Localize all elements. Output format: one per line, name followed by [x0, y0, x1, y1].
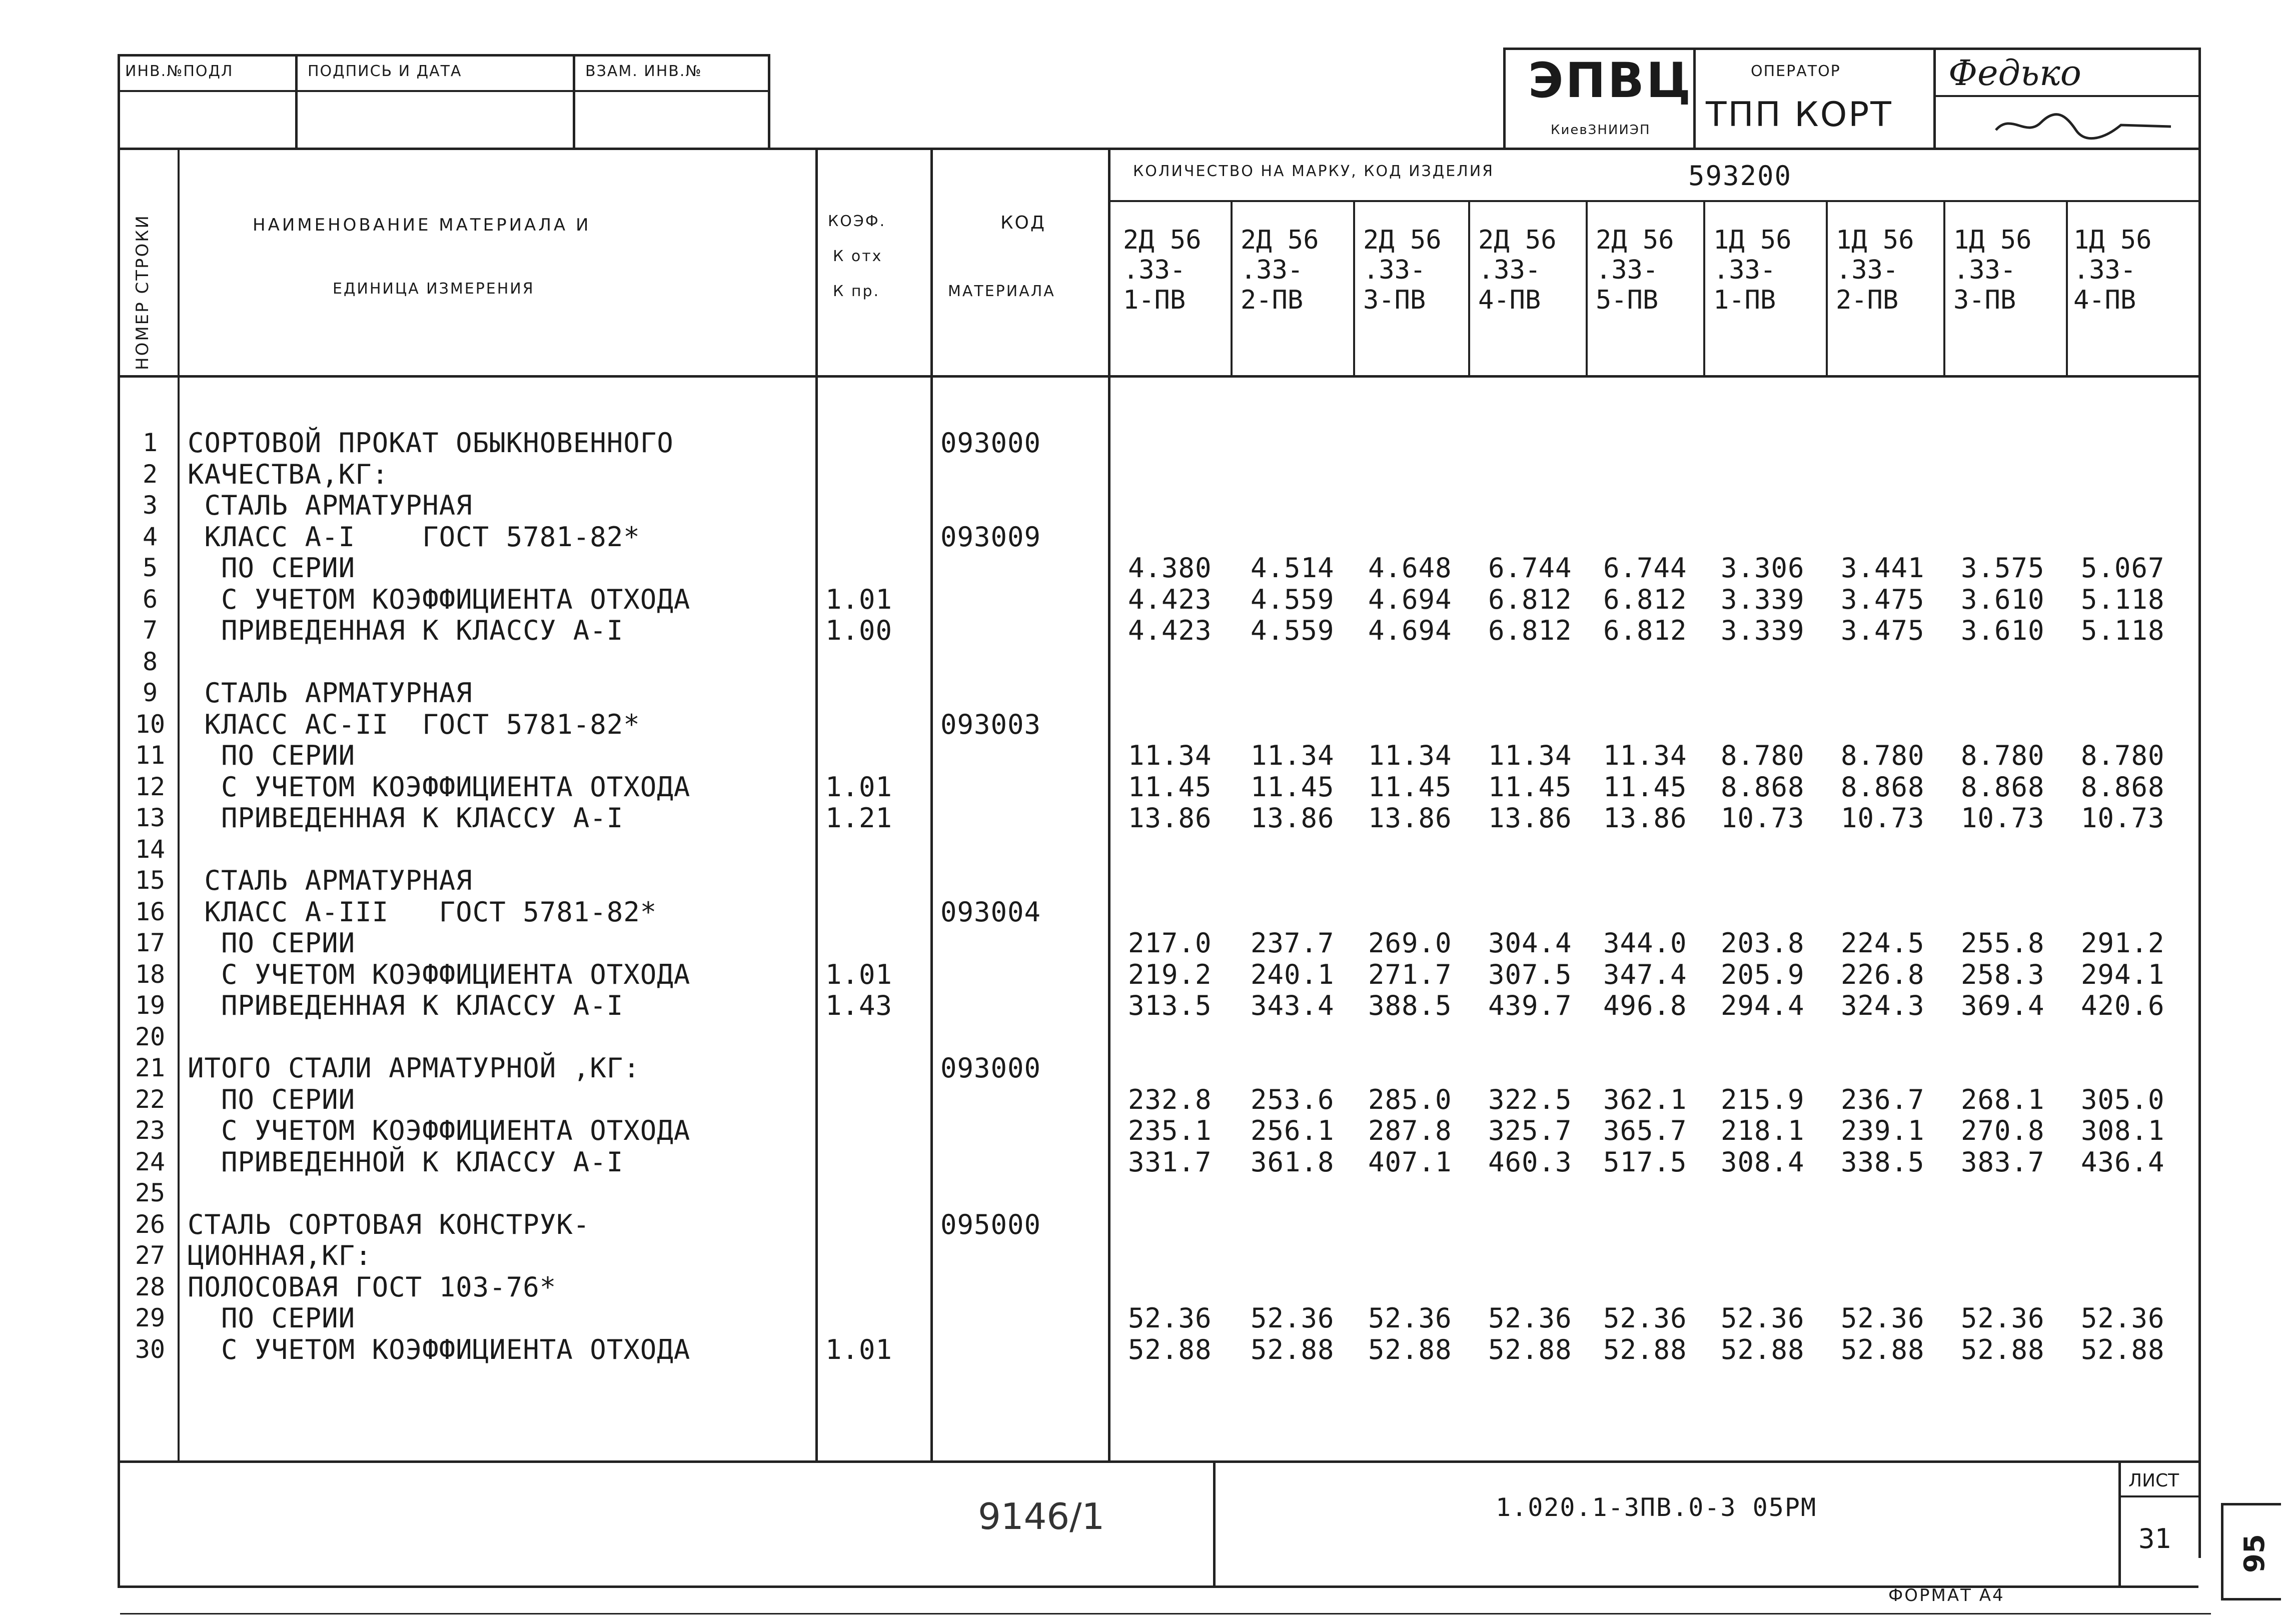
row-number: 7: [142, 616, 158, 645]
quantity-cell: 8.868: [2081, 771, 2165, 803]
row-number: 19: [135, 991, 166, 1020]
quantity-cell: 11.34: [1488, 740, 1572, 771]
mark-header-line: 2Д 56: [1241, 225, 1319, 255]
quantity-cell: 5.118: [2081, 583, 2165, 615]
coef-header-2: К отх: [833, 248, 883, 265]
quantity-cell: 11.34: [1251, 740, 1335, 771]
mark-header: [1596, 225, 1674, 315]
quantity-cell: 8.780: [1721, 740, 1805, 771]
material-name: ПРИВЕДЕННАЯ К КЛАССУ А-I: [188, 802, 624, 834]
material-name: СТАЛЬ АРМАТУРНАЯ: [188, 865, 473, 896]
material-name: ПО СЕРИИ: [188, 552, 356, 584]
row-number: 9: [142, 678, 158, 707]
material-name: ПРИВЕДЕННАЯ К КЛАССУ А-I: [188, 990, 624, 1021]
row-number: 30: [135, 1334, 166, 1364]
material-name: С УЧЕТОМ КОЭФФИЦИЕНТА ОТХОДА: [188, 1115, 691, 1146]
material-name: ПО СЕРИИ: [188, 927, 356, 959]
coef-value: 1.21: [825, 802, 893, 834]
quantity-cell: 3.475: [1841, 615, 1925, 646]
quantity-cell: 361.8: [1251, 1146, 1335, 1178]
quantity-cell: 11.45: [1488, 771, 1572, 803]
quantity-cell: 217.0: [1128, 927, 1212, 959]
row-number: 13: [135, 803, 166, 832]
quantity-cell: 407.1: [1368, 1146, 1452, 1178]
quantity-cell: 8.868: [1841, 771, 1925, 803]
mark-header: [1363, 225, 1442, 315]
material-name: КЛАСС А-III ГОСТ 5781-82*: [188, 896, 657, 928]
quantity-cell: 8.780: [2081, 740, 2165, 771]
designation: 1.020.1-3ПВ.0-3 05РМ: [1496, 1493, 1817, 1522]
mark-header-line: .33-: [1241, 255, 1304, 285]
quantity-cell: 52.36: [1488, 1302, 1572, 1334]
sheet-label: ЛИСТ: [2128, 1470, 2179, 1491]
row-number: 6: [142, 584, 158, 614]
quantity-cell: 240.1: [1251, 958, 1335, 990]
mark-header-line: 1-ПВ: [1123, 285, 1186, 315]
side-number: 95: [2238, 1534, 2271, 1573]
material-name: СТАЛЬ АРМАТУРНАЯ: [188, 677, 473, 709]
quantity-cell: 52.88: [1603, 1333, 1687, 1365]
mark-header-line: .33-: [1596, 255, 1659, 285]
mark-header: [2073, 225, 2152, 315]
quantity-cell: 253.6: [1251, 1083, 1335, 1115]
quantity-cell: 313.5: [1128, 990, 1212, 1021]
quantity-cell: 4.694: [1368, 615, 1452, 646]
material-name: ИТОГО СТАЛИ АРМАТУРНОЙ ,КГ:: [188, 1052, 640, 1084]
mark-header-line: 1Д 56: [1836, 225, 1914, 255]
quantity-cell: 6.812: [1603, 615, 1687, 646]
material-name: СТАЛЬ СОРТОВАЯ КОНСТРУК-: [188, 1208, 590, 1240]
mark-header: [1836, 225, 1914, 315]
quantity-cell: 271.7: [1368, 958, 1452, 990]
mark-header-line: .33-: [1953, 255, 2016, 285]
quantity-cell: 304.4: [1488, 927, 1572, 959]
mark-header: [1241, 225, 1319, 315]
stamp-inv-podl: ИНВ.№ПОДЛ: [125, 63, 234, 80]
quantity-cell: 13.86: [1488, 802, 1572, 834]
quantity-cell: 439.7: [1488, 990, 1572, 1021]
product-code: 593200: [1688, 160, 1792, 192]
quantity-cell: 52.88: [1841, 1333, 1925, 1365]
signature-name: Федько: [1948, 53, 2081, 94]
quantity-cell: 8.780: [1841, 740, 1925, 771]
quantity-cell: 287.8: [1368, 1115, 1452, 1146]
quantity-cell: 258.3: [1961, 958, 2045, 990]
quantity-cell: 308.1: [2081, 1115, 2165, 1146]
mark-header-line: 2Д 56: [1478, 225, 1557, 255]
quantity-cell: 343.4: [1251, 990, 1335, 1021]
mark-header-line: 1Д 56: [1713, 225, 1792, 255]
quantity-cell: 13.86: [1128, 802, 1212, 834]
mark-header-line: 2Д 56: [1123, 225, 1202, 255]
quantity-cell: 4.559: [1251, 583, 1335, 615]
quantity-cell: 322.5: [1488, 1083, 1572, 1115]
quantity-cell: 325.7: [1488, 1115, 1572, 1146]
row-number: 3: [142, 491, 158, 520]
row-number: 23: [135, 1116, 166, 1145]
quantity-cell: 13.86: [1368, 802, 1452, 834]
quantity-cell: 52.36: [1251, 1302, 1335, 1334]
quantity-cell: 3.610: [1961, 583, 2045, 615]
mark-header-line: 4-ПВ: [2073, 285, 2136, 315]
quantity-cell: 52.88: [1961, 1333, 2045, 1365]
material-code: 093004: [940, 896, 1041, 928]
quantity-cell: 285.0: [1368, 1083, 1452, 1115]
quantity-cell: 52.36: [1368, 1302, 1452, 1334]
code-header-1: КОД: [1000, 213, 1046, 233]
quantity-cell: 11.45: [1603, 771, 1687, 803]
quantity-cell: 369.4: [1961, 990, 2045, 1021]
material-name-header-1: НАИМЕНОВАНИЕ МАТЕРИАЛА И: [253, 215, 591, 235]
quantity-cell: 52.36: [1721, 1302, 1805, 1334]
quantity-cell: 294.1: [2081, 958, 2165, 990]
mark-header: [1123, 225, 1202, 315]
quantity-cell: 13.86: [1603, 802, 1687, 834]
row-number: 28: [135, 1272, 166, 1301]
material-name: С УЧЕТОМ КОЭФФИЦИЕНТА ОТХОДА: [188, 1333, 691, 1365]
material-name: ПРИВЕДЕННОЙ К КЛАССУ А-I: [188, 1146, 624, 1178]
quantity-cell: 344.0: [1603, 927, 1687, 959]
coef-header-3: К пр.: [833, 283, 880, 300]
quantity-cell: 235.1: [1128, 1115, 1212, 1146]
row-number: 20: [135, 1022, 166, 1051]
operator-value: ТПП КОРТ: [1706, 95, 1893, 135]
quantity-cell: 3.339: [1721, 583, 1805, 615]
coef-value: 1.00: [825, 615, 893, 646]
quantity-cell: 6.744: [1603, 552, 1687, 584]
quantity-cell: 291.2: [2081, 927, 2165, 959]
quantity-cell: 8.780: [1961, 740, 2045, 771]
row-number: 14: [135, 834, 166, 864]
mark-header-line: .33-: [1836, 255, 1899, 285]
quantity-cell: 305.0: [2081, 1083, 2165, 1115]
material-name: СОРТОВОЙ ПРОКАТ ОБЫКНОВЕННОГО: [188, 427, 674, 459]
quantity-cell: 4.648: [1368, 552, 1452, 584]
material-name: С УЧЕТОМ КОЭФФИЦИЕНТА ОТХОДА: [188, 771, 691, 803]
quantity-cell: 52.88: [1251, 1333, 1335, 1365]
quantity-cell: 517.5: [1603, 1146, 1687, 1178]
quantity-cell: 205.9: [1721, 958, 1805, 990]
row-number-header: НОМЕР СТРОКИ: [133, 214, 153, 370]
material-name: ПОЛОСОВАЯ ГОСТ 103-76*: [188, 1271, 557, 1303]
material-name: ПО СЕРИИ: [188, 1302, 356, 1334]
format-label: ФОРМАТ А4: [1888, 1585, 2005, 1605]
mark-header: [1713, 225, 1792, 315]
operator-label: ОПЕРАТОР: [1751, 63, 1841, 80]
quantity-cell: 3.610: [1961, 615, 2045, 646]
quantity-cell: 215.9: [1721, 1083, 1805, 1115]
quantity-cell: 4.694: [1368, 583, 1452, 615]
mark-header-line: 2Д 56: [1596, 225, 1674, 255]
coef-value: 1.43: [825, 990, 893, 1021]
row-number: 11: [135, 741, 166, 770]
mark-header-line: 5-ПВ: [1596, 285, 1659, 315]
quantity-cell: 496.8: [1603, 990, 1687, 1021]
material-name: ЦИОННАЯ,КГ:: [188, 1240, 372, 1271]
quantity-cell: 11.34: [1128, 740, 1212, 771]
doc-number: 9146/1: [978, 1495, 1105, 1537]
mark-header-line: 1-ПВ: [1713, 285, 1776, 315]
coef-value: 1.01: [825, 958, 893, 990]
mark-header-line: .33-: [1713, 255, 1776, 285]
quantity-cell: 294.4: [1721, 990, 1805, 1021]
quantity-cell: 232.8: [1128, 1083, 1212, 1115]
material-code: 093003: [940, 708, 1041, 740]
quantity-cell: 52.36: [1128, 1302, 1212, 1334]
quantity-cell: 10.73: [1721, 802, 1805, 834]
mark-header: [1478, 225, 1557, 315]
row-number: 22: [135, 1084, 166, 1114]
quantity-cell: 52.88: [1488, 1333, 1572, 1365]
mark-header-line: .33-: [1363, 255, 1426, 285]
quantity-cell: 307.5: [1488, 958, 1572, 990]
stamp-vzam-inv: ВЗАМ. ИНВ.№: [585, 63, 702, 80]
row-number: 2: [142, 459, 158, 489]
quantity-cell: 4.423: [1128, 583, 1212, 615]
quantity-cell: 6.812: [1488, 615, 1572, 646]
quantity-cell: 365.7: [1603, 1115, 1687, 1146]
coef-value: 1.01: [825, 1333, 893, 1365]
quantity-cell: 3.475: [1841, 583, 1925, 615]
material-name-header-2: ЕДИНИЦА ИЗМЕРЕНИЯ: [333, 280, 535, 298]
material-code: 093009: [940, 521, 1041, 553]
row-number: 8: [142, 647, 158, 676]
org-name: ЭПВЦ: [1528, 53, 1693, 109]
quantity-cell: 268.1: [1961, 1083, 2045, 1115]
row-number: 5: [142, 553, 158, 582]
quantity-cell: 237.7: [1251, 927, 1335, 959]
row-number: 21: [135, 1053, 166, 1082]
quantity-cell: 52.36: [1841, 1302, 1925, 1334]
quantity-cell: 6.744: [1488, 552, 1572, 584]
material-name: С УЧЕТОМ КОЭФФИЦИЕНТА ОТХОДА: [188, 583, 691, 615]
quantity-cell: 388.5: [1368, 990, 1452, 1021]
mark-header-line: 1Д 56: [2073, 225, 2152, 255]
material-name: КЛАСС А-I ГОСТ 5781-82*: [188, 521, 640, 553]
mark-header-line: 3-ПВ: [1953, 285, 2016, 315]
signature-scribble-icon: [1991, 108, 2181, 143]
quantity-cell: 11.34: [1368, 740, 1452, 771]
mark-header-line: 1Д 56: [1953, 225, 2032, 255]
quantity-cell: 4.423: [1128, 615, 1212, 646]
quantity-cell: 324.3: [1841, 990, 1925, 1021]
material-name: С УЧЕТОМ КОЭФФИЦИЕНТА ОТХОДА: [188, 958, 691, 990]
quantity-cell: 4.514: [1251, 552, 1335, 584]
row-number: 26: [135, 1209, 166, 1239]
quantity-cell: 52.88: [1368, 1333, 1452, 1365]
mark-header-line: 2-ПВ: [1241, 285, 1304, 315]
row-number: 12: [135, 772, 166, 801]
coef-value: 1.01: [825, 771, 893, 803]
quantity-cell: 6.812: [1603, 583, 1687, 615]
material-code: 093000: [940, 427, 1041, 459]
quantity-cell: 52.88: [2081, 1333, 2165, 1365]
quantity-cell: 236.7: [1841, 1083, 1925, 1115]
row-number: 24: [135, 1147, 166, 1176]
mark-header-line: 2-ПВ: [1836, 285, 1899, 315]
quantity-cell: 383.7: [1961, 1146, 2045, 1178]
material-code: 095000: [940, 1208, 1041, 1240]
quantity-cell: 203.8: [1721, 927, 1805, 959]
mark-header-line: 2Д 56: [1363, 225, 1442, 255]
coef-header-1: КОЭФ.: [828, 213, 886, 230]
org-subname: КиевЗНИИЭП: [1551, 123, 1651, 138]
quantity-cell: 226.8: [1841, 958, 1925, 990]
quantity-cell: 52.88: [1721, 1333, 1805, 1365]
mark-header: [1953, 225, 2032, 315]
quantity-cell: 52.36: [1961, 1302, 2045, 1334]
quantity-cell: 331.7: [1128, 1146, 1212, 1178]
quantity-cell: 5.118: [2081, 615, 2165, 646]
row-number: 17: [135, 928, 166, 957]
material-name: СТАЛЬ АРМАТУРНАЯ: [188, 490, 473, 521]
quantity-cell: 362.1: [1603, 1083, 1687, 1115]
material-code: 093000: [940, 1052, 1041, 1084]
mark-header-line: .33-: [1478, 255, 1541, 285]
quantity-cell: 347.4: [1603, 958, 1687, 990]
quantity-cell: 5.067: [2081, 552, 2165, 584]
quantity-cell: 270.8: [1961, 1115, 2045, 1146]
row-number: 18: [135, 959, 166, 989]
code-header-2: МАТЕРИАЛА: [948, 283, 1055, 300]
quantity-cell: 3.441: [1841, 552, 1925, 584]
mark-header-line: .33-: [1123, 255, 1186, 285]
row-number: 25: [135, 1178, 166, 1207]
quantity-cell: 10.73: [2081, 802, 2165, 834]
material-name: ПРИВЕДЕННАЯ К КЛАССУ А-I: [188, 615, 624, 646]
mark-header-line: 3-ПВ: [1363, 285, 1426, 315]
quantity-header: КОЛИЧЕСТВО НА МАРКУ, КОД ИЗДЕЛИЯ: [1133, 163, 1495, 180]
quantity-cell: 11.34: [1603, 740, 1687, 771]
quantity-cell: 269.0: [1368, 927, 1452, 959]
quantity-cell: 224.5: [1841, 927, 1925, 959]
quantity-cell: 420.6: [2081, 990, 2165, 1021]
quantity-cell: 239.1: [1841, 1115, 1925, 1146]
quantity-cell: 3.575: [1961, 552, 2045, 584]
quantity-cell: 10.73: [1841, 802, 1925, 834]
quantity-cell: 6.812: [1488, 583, 1572, 615]
quantity-cell: 52.88: [1128, 1333, 1212, 1365]
quantity-cell: 255.8: [1961, 927, 2045, 959]
quantity-cell: 3.306: [1721, 552, 1805, 584]
quantity-cell: 218.1: [1721, 1115, 1805, 1146]
stamp-podpis-data: ПОДПИСЬ И ДАТА: [308, 63, 462, 80]
quantity-cell: 8.868: [1961, 771, 2045, 803]
sheet-number: 31: [2138, 1523, 2171, 1554]
quantity-cell: 436.4: [2081, 1146, 2165, 1178]
quantity-cell: 11.45: [1128, 771, 1212, 803]
row-number: 15: [135, 866, 166, 895]
material-name: ПО СЕРИИ: [188, 740, 356, 771]
quantity-cell: 10.73: [1961, 802, 2045, 834]
material-name: КАЧЕСТВА,КГ:: [188, 458, 389, 490]
quantity-cell: 338.5: [1841, 1146, 1925, 1178]
quantity-cell: 13.86: [1251, 802, 1335, 834]
quantity-cell: 308.4: [1721, 1146, 1805, 1178]
row-number: 10: [135, 709, 166, 739]
quantity-cell: 3.339: [1721, 615, 1805, 646]
row-number: 4: [142, 522, 158, 551]
material-name: ПО СЕРИИ: [188, 1083, 356, 1115]
quantity-cell: 4.380: [1128, 552, 1212, 584]
quantity-cell: 4.559: [1251, 615, 1335, 646]
quantity-cell: 219.2: [1128, 958, 1212, 990]
quantity-cell: 52.36: [2081, 1302, 2165, 1334]
mark-header-line: .33-: [2073, 255, 2136, 285]
row-number: 16: [135, 897, 166, 926]
quantity-cell: 11.45: [1251, 771, 1335, 803]
row-number: 29: [135, 1303, 166, 1332]
quantity-cell: 256.1: [1251, 1115, 1335, 1146]
quantity-cell: 11.45: [1368, 771, 1452, 803]
bottom-rule: [120, 1613, 2211, 1614]
row-number: 27: [135, 1241, 166, 1270]
coef-value: 1.01: [825, 583, 893, 615]
quantity-cell: 8.868: [1721, 771, 1805, 803]
quantity-cell: 460.3: [1488, 1146, 1572, 1178]
row-number: 1: [142, 428, 158, 457]
material-name: КЛАСС АС-II ГОСТ 5781-82*: [188, 708, 640, 740]
mark-header-line: 4-ПВ: [1478, 285, 1541, 315]
quantity-cell: 52.36: [1603, 1302, 1687, 1334]
